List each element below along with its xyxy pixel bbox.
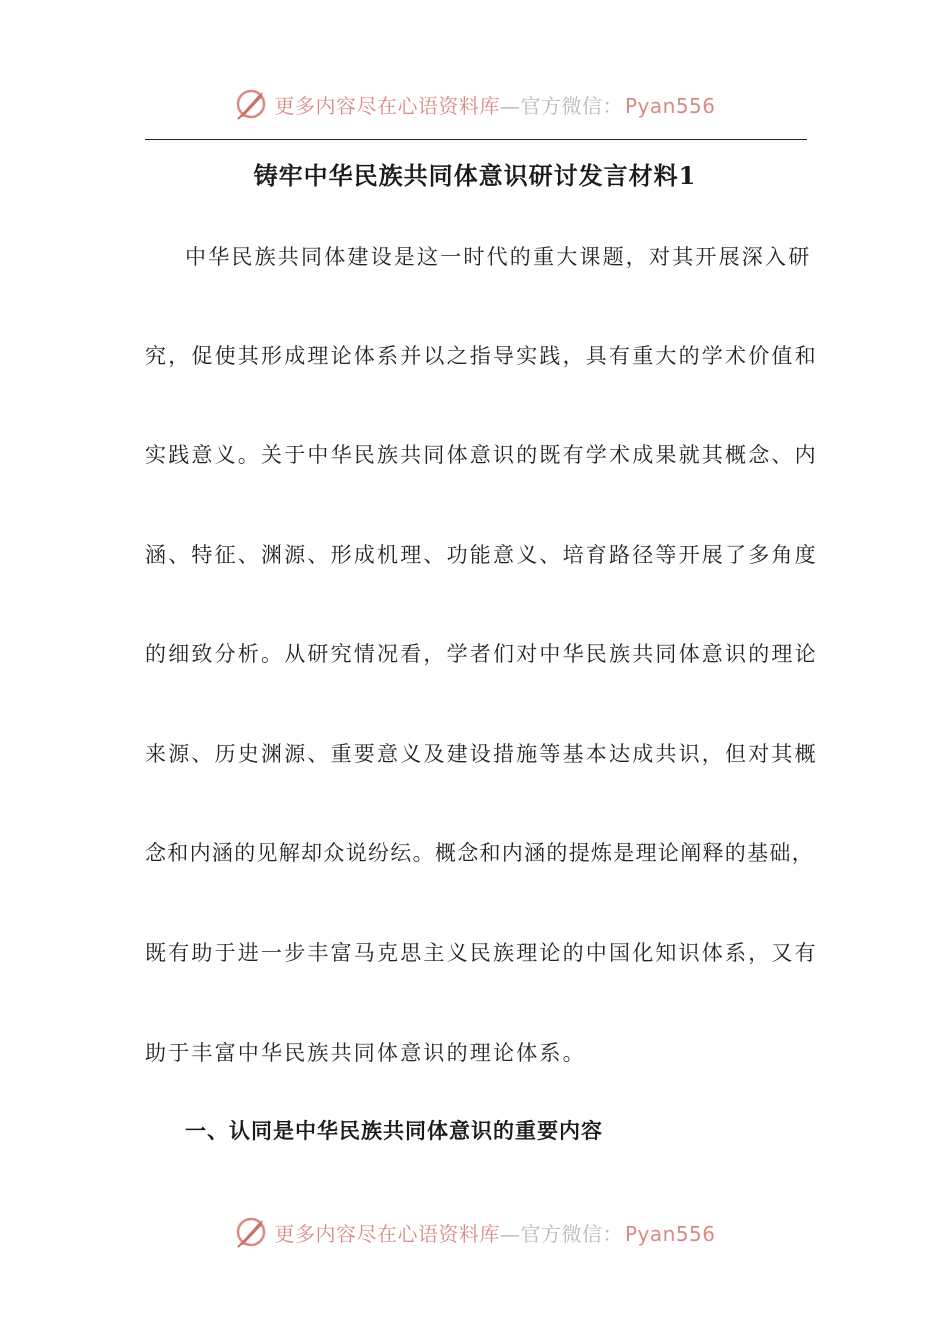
paragraph-line: 究，促使其形成理论体系并以之指导实践，具有重大的学术价值和 xyxy=(145,344,818,368)
footer-banner xyxy=(0,1212,950,1252)
paragraph-line: 念和内涵的见解却众说纷纭。概念和内涵的提炼是理论阐释的基础， xyxy=(145,841,814,865)
paragraph-line: 来源、历史渊源、重要意义及建设措施等基本达成共识，但对其概 xyxy=(145,742,818,766)
paragraph-line: 涵、特征、渊源、形成机理、功能意义、培育路径等开展了多角度 xyxy=(145,543,818,567)
header-banner xyxy=(0,84,950,124)
banner-wechat-label: 官方微信： xyxy=(520,93,623,118)
pen-logo-icon xyxy=(234,1214,270,1250)
banner-wechat-id: Pyan556 xyxy=(624,93,716,118)
section-heading: 一、认同是中华民族共同体意识的重要内容 xyxy=(185,1118,603,1143)
document-title: 铸牢中华民族共同体意识研讨发言材料1 xyxy=(253,161,697,190)
pen-logo-icon xyxy=(234,86,270,122)
header-divider xyxy=(145,139,807,140)
paragraph-line: 实践意义。关于中华民族共同体意识的既有学术成果就其概念、内 xyxy=(145,443,818,467)
banner-wechat-label: 官方微信： xyxy=(520,1221,623,1246)
banner-separator: — xyxy=(499,93,521,118)
paragraph-line: 中华民族共同体建设是这一时代的重大课题，对其开展深入研 xyxy=(185,245,812,269)
banner-separator: — xyxy=(499,1221,521,1246)
paragraph-line: 的细致分析。从研究情况看，学者们对中华民族共同体意识的理论 xyxy=(145,642,818,666)
banner-brand: 更多内容尽在心语资料库 xyxy=(274,1221,500,1246)
paragraph-line: 既有助于进一步丰富马克思主义民族理论的中国化知识体系，又有 xyxy=(145,941,818,965)
paragraph-line: 助于丰富中华民族共同体意识的理论体系。 xyxy=(145,1041,586,1065)
banner-wechat-id: Pyan556 xyxy=(624,1221,716,1246)
banner-brand: 更多内容尽在心语资料库 xyxy=(274,93,500,118)
